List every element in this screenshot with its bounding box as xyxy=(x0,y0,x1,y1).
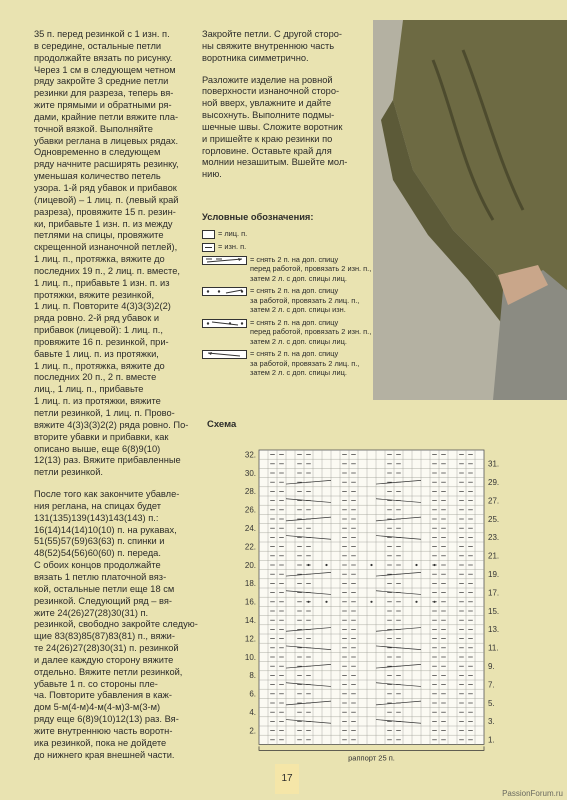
legend-text: = снять 2 п. на доп. спицу перед работой, провязать 2 изн. п., затем 2 л. с доп. спицы лиц. xyxy=(250,317,372,346)
row-label-right: 29. xyxy=(488,477,500,487)
text-column-middle xyxy=(202,29,368,191)
cable-dot xyxy=(307,601,309,603)
row-label-right: 21. xyxy=(488,551,500,561)
sweater-image xyxy=(373,20,567,400)
sweater-photo xyxy=(373,20,567,400)
purl-box-icon xyxy=(202,243,216,252)
legend-item xyxy=(202,318,374,347)
row-label-right: 23. xyxy=(488,533,500,543)
repeat-bracket xyxy=(259,746,484,750)
scheme-title: Схема xyxy=(207,419,237,430)
row-label-right: 31. xyxy=(488,459,500,469)
row-label-right: 9. xyxy=(488,661,495,671)
legend-item xyxy=(202,255,374,284)
row-label-left: 22. xyxy=(244,542,256,552)
row-label-right: 27. xyxy=(488,496,500,506)
cable-dot xyxy=(433,564,435,566)
cable-back-icon xyxy=(202,350,248,359)
row-label-left: 26. xyxy=(244,505,256,515)
row-label-right: 13. xyxy=(488,625,500,635)
cable-dot xyxy=(307,564,309,566)
cable-front-icon xyxy=(202,256,248,265)
legend-item xyxy=(202,349,374,378)
row-label-left: 18. xyxy=(244,579,256,589)
row-label-left: 10. xyxy=(244,652,256,662)
cable-dots-icon xyxy=(202,287,248,296)
legend-title: Условные обозначения: xyxy=(202,212,314,222)
row-label-left: 20. xyxy=(244,560,256,570)
cable-dot xyxy=(415,601,417,603)
watermark: PassionForum.ru xyxy=(502,789,563,798)
row-label-left: 30. xyxy=(244,468,256,478)
legend-item xyxy=(202,229,374,239)
legend-text: = снять 2 п. на доп. спицу перед работой, провязать 2 изн. п., затем 2 л. с доп. спицы лиц. xyxy=(250,254,372,283)
paragraph: Разложите изделие на ровной поверхности изнаночной сторо- ной вверх, увлажните и дайте высохнуть. Выполните подмы- шечные швы. Сложите воротник и пришейте к краю резинки по горловине. Оставьте край для молнии незашитым. Вшейте мол- нию. xyxy=(202,74,348,180)
row-label-right: 11. xyxy=(488,643,499,653)
row-label-left: 16. xyxy=(244,597,256,607)
row-label-right: 19. xyxy=(488,569,500,579)
row-label-right: 17. xyxy=(488,588,500,598)
legend xyxy=(202,213,374,381)
legend-text: = изн. п. xyxy=(218,241,247,251)
paragraph: 35 п. перед резинкой с 1 изн. п. в середине, остальные петли продолжайте вязать по рисунку. Через 1 см в следующем четном ряду закройте 3 средние петли резинки для разреза, теперь вя- жите прямыми и обратными ря- дами, крайние петли вяжите пла- точной вязкой. Выполняйте убавки реглана в лицевых рядах. Одновременно в следующем ряду начните расширять резинку, уменьшая количество петель узора. 1-й ряд убавок и прибавок (лицевой) – 1 лиц. п. (левый край разреза), провяжите 15 п. резин- ки, прибавьте 1 изн. п. из между петлями на спицы, провяжите скрещенной изнаночной петлей), 1 лиц. п., протяжка, вяжите до последних 19 п., 2 лиц. п. вместе, 1 лиц. п., прибавьте 1 изн. п. из протяжки, вяжите резинкой, 1 лиц. п. Повторите 4(3)3(3)2(2) ряда ровно. 2-й ряд убавок и прибавок (лицевой): 1 лиц. п., провяжите 16 п. резинкой, при- бавьте 1 лиц. п. из протяжки, 1 лиц. п., протяжка, вяжите до последних 20 п., 2 п. вместе лиц., 1 лиц. п., прибавьте 1 лиц. п. из протяжки, вяжите петли резинкой, 1 лиц. п. Прово- вяжите 4(3)3(3)2(2) ряда ровно. По- вторите убавки и прибавки, как описано выше, еще 6(8)9(10) 12(13) раз. Вяжите прибавленные петли резинкой. xyxy=(34,29,189,478)
row-label-right: 3. xyxy=(488,717,495,727)
row-label-left: 14. xyxy=(244,615,256,625)
row-label-right: 15. xyxy=(488,606,500,616)
row-label-right: 1. xyxy=(488,735,495,745)
paragraph: Закройте петли. С другой сторо- ны свяжите внутреннюю часть воротника симметрично. xyxy=(202,29,343,63)
row-label-right: 25. xyxy=(488,514,500,524)
cable-dot xyxy=(415,564,417,566)
row-label-left: 24. xyxy=(244,523,256,533)
row-label-left: 4. xyxy=(249,707,256,717)
text-column-left xyxy=(34,29,200,771)
row-label-left: 28. xyxy=(244,487,256,497)
row-label-left: 2. xyxy=(249,726,256,736)
page-number: 17 xyxy=(275,764,299,794)
paragraph: После того как закончите убавле- ния реглана, на спицах будет 131(135)139(143)143(143) п.: 16(14)14(14)10(10) п. на рукавах, 51(55)57(59)63(63) п. спинки и 48(52)54(56)60(60) п. переда. С обоих концов продолжайте вязать 1 петлю платочной вяз- кой, остальные петли еще 18 см резинкой. Следующий ряд – вя- жите 24(26)27(28)30(31) п. резинкой, свободно закройте следую- щие 83(83)85(87)83(81) п., вяжи- те 24(26)27(28)30(31) п. резинкой и далее каждую сторону вяжите отдельно. Вяжите петли резинкой, убавьте 1 п. со стороны пле- ча. Повторите убавления в каж- дом 5-м(4-м)4-м(4-м)3-м(3-м) ряду еще 6(8)9(10)12(13) раз. Вя- жите внутреннюю часть воротн- ика резинкой, пока не дойдете до нижнего края внешней части. xyxy=(34,489,198,760)
legend-text: = лиц. п. xyxy=(218,228,248,238)
legend-text: = снять 2 п. на доп. спицу за работой, провязать 2 лиц. п., затем 2 л. с доп. спицы изн. xyxy=(250,286,360,314)
repeat-label: раппорт 25 п. xyxy=(348,753,395,763)
legend-item xyxy=(202,286,374,315)
row-label-right: 7. xyxy=(488,680,495,690)
cable-dot xyxy=(370,564,372,566)
cable-dot xyxy=(370,601,372,603)
legend-item xyxy=(202,242,374,252)
row-label-left: 6. xyxy=(249,689,256,699)
knit-box-icon xyxy=(202,230,216,239)
row-label-left: 12. xyxy=(244,634,256,644)
cable-dot xyxy=(325,601,327,603)
cable-dot xyxy=(325,564,327,566)
row-label-left: 32. xyxy=(244,450,256,460)
legend-text: = снять 2 п. на доп. спицу за работой, провязать 2 лиц. п., затем 2 л. с доп. спицы лиц. xyxy=(250,349,360,377)
row-label-right: 5. xyxy=(488,698,495,708)
row-label-left: 8. xyxy=(249,671,256,681)
knitting-chart xyxy=(234,446,514,766)
cable-dot xyxy=(433,601,435,603)
cable-back-dots-icon xyxy=(202,319,248,328)
